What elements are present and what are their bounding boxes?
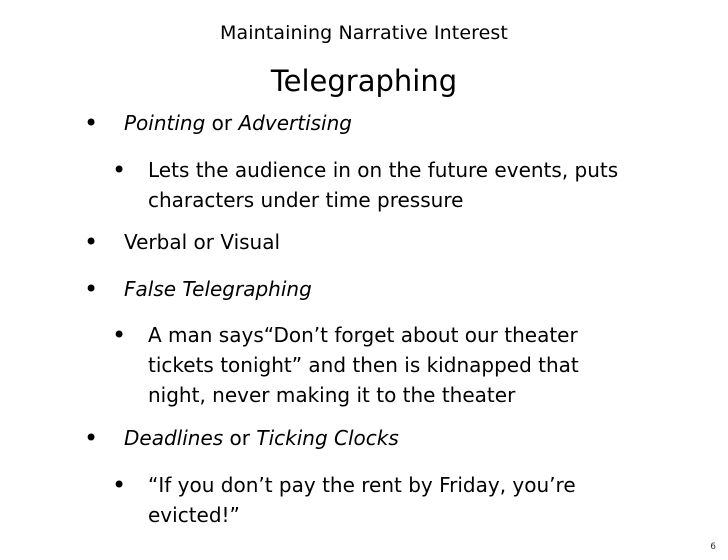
bullet-text-italic: Pointing bbox=[124, 111, 206, 135]
bullet-text: or bbox=[223, 426, 257, 450]
sub-bullet-rent-example bbox=[112, 470, 576, 530]
bullet-deadlines bbox=[84, 423, 399, 453]
bullet-dot: • bbox=[112, 321, 127, 349]
bullet-text: or bbox=[205, 111, 239, 135]
bullet-dot: • bbox=[84, 109, 99, 137]
bullet-text-italic: Advertising bbox=[238, 111, 352, 135]
sub-bullet-audience bbox=[112, 155, 619, 215]
sub-bullet-line: “If you don’t pay the rent by Friday, you’re bbox=[148, 473, 576, 497]
bullet-text-italic: Ticking Clocks bbox=[256, 426, 399, 450]
bullet-text-italic: Deadlines bbox=[124, 426, 224, 450]
bullet-dot: • bbox=[84, 228, 99, 256]
sub-bullet-line: night, never making it to the theater bbox=[148, 383, 516, 407]
bullet-text-italic: False Telegraphing bbox=[124, 277, 312, 301]
bullet-false-telegraphing bbox=[84, 274, 312, 304]
page-number: 6 bbox=[710, 542, 716, 552]
sub-bullet-theater-example bbox=[112, 320, 579, 410]
bullet-dot: • bbox=[112, 471, 127, 499]
slide-header: Maintaining Narrative Interest bbox=[220, 22, 508, 44]
sub-bullet-line: characters under time pressure bbox=[148, 188, 464, 212]
bullet-text: Verbal or Visual bbox=[124, 230, 281, 254]
bullet-dot: • bbox=[84, 424, 99, 452]
bullet-verbal-visual bbox=[84, 227, 281, 257]
bullet-dot: • bbox=[84, 275, 99, 303]
sub-bullet-line: evicted!” bbox=[148, 503, 240, 527]
sub-bullet-line: A man says“Don’t forget about our theater bbox=[148, 323, 578, 347]
sub-bullet-line: Lets the audience in on the future events, puts bbox=[148, 158, 619, 182]
bullet-pointing-advertising bbox=[84, 108, 352, 138]
slide-title: Telegraphing bbox=[270, 64, 458, 98]
sub-bullet-line: tickets tonight” and then is kidnapped that bbox=[148, 353, 579, 377]
bullet-dot: • bbox=[112, 156, 127, 184]
